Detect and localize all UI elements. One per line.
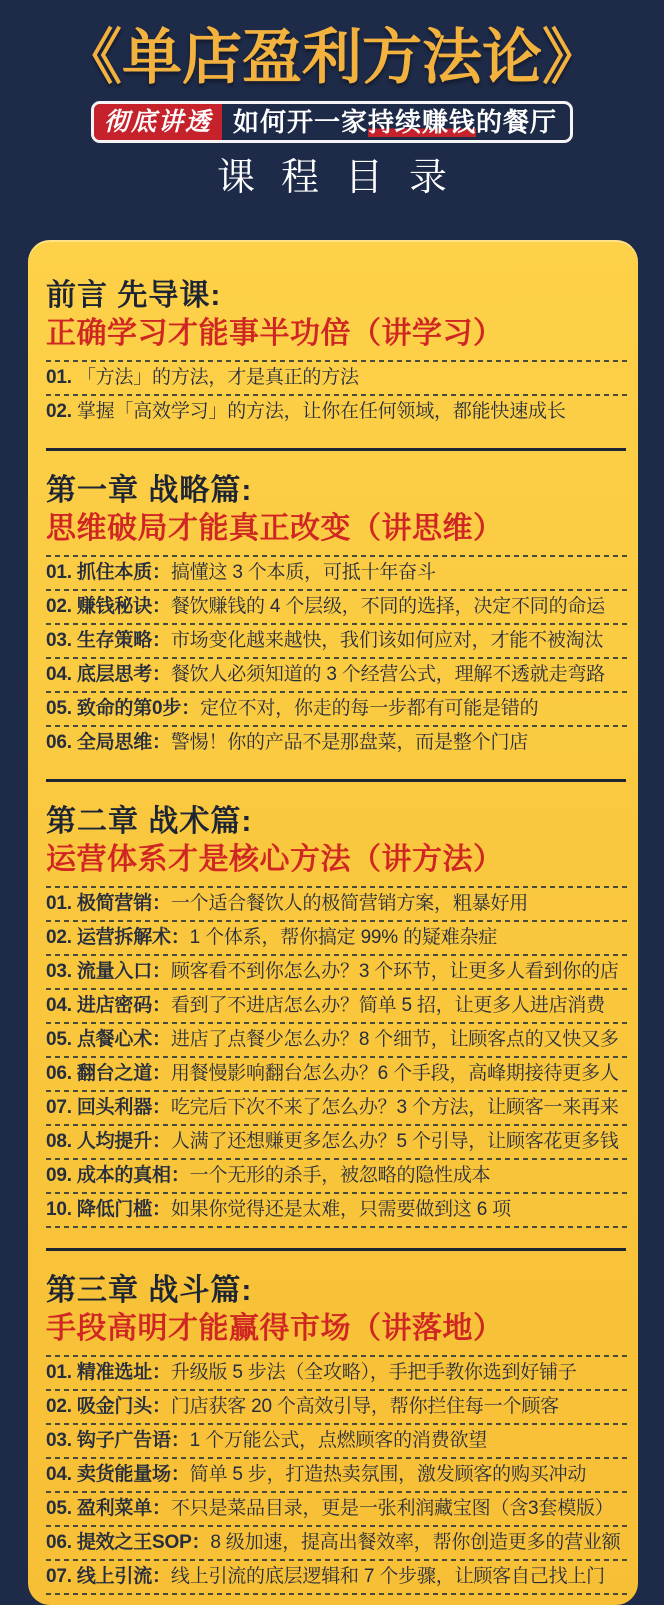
item-text: 餐饮赚钱的 4 个层级，不同的选择，决定不同的命运 <box>170 596 605 617</box>
item-text: 搞懂这 3 个本质，可抵十年奋斗 <box>170 562 436 583</box>
tagline-box <box>91 101 573 143</box>
item-title: 极简营销： <box>76 893 171 914</box>
course-item <box>46 1493 628 1525</box>
item-text: 一个适合餐饮人的极简营销方案，粗暴好用 <box>170 893 529 914</box>
course-item <box>46 625 628 657</box>
poster-header <box>0 0 664 200</box>
tagline-highlight: 持续赚钱 <box>368 106 477 137</box>
course-item <box>46 362 628 394</box>
section-subtitle: 思维破局才能真正改变（讲思维） <box>46 512 504 545</box>
item-number: 04. <box>46 995 72 1016</box>
item-number: 03. <box>46 961 72 982</box>
course-item <box>46 557 628 589</box>
item-number: 03. <box>46 1430 72 1451</box>
item-title: 致命的第0步： <box>76 698 200 719</box>
course-item <box>46 1092 628 1124</box>
item-title: 进店密码： <box>76 995 171 1016</box>
item-number: 05. <box>46 1498 72 1519</box>
course-item <box>46 396 628 428</box>
main-title: 《单店盈利方法论》 <box>62 24 602 91</box>
item-text: 用餐慢影响翻台怎么办？6 个手段，高峰期接待更多人 <box>170 1063 619 1084</box>
course-item <box>46 1357 628 1389</box>
item-number: 07. <box>46 1097 72 1118</box>
item-title: 点餐心术： <box>76 1029 171 1050</box>
item-number: 03. <box>46 630 72 651</box>
course-item <box>46 693 628 725</box>
sections <box>46 280 628 1595</box>
item-title: 抓住本质： <box>76 562 171 583</box>
course-item <box>46 727 628 759</box>
dashed-divider <box>46 1226 628 1228</box>
item-text: 线上引流的底层逻辑和 7 个步骤，让顾客自己找上门 <box>170 1566 605 1587</box>
item-title: 吸金门头： <box>76 1396 171 1417</box>
item-text: 市场变化越来越快，我们该如何应对，才能不被淘汰 <box>170 630 604 651</box>
item-number: 02. <box>46 596 72 617</box>
course-item <box>46 990 628 1022</box>
item-title: 回头利器： <box>76 1097 171 1118</box>
item-text: 「方法」的方法，才是真正的方法 <box>76 367 359 388</box>
item-text: 掌握「高效学习」的方法，让你在任何领域，都能快速成长 <box>76 401 566 422</box>
item-text: 一个无形的杀手，被忽略的隐性成本 <box>189 1165 491 1186</box>
item-text: 简单 5 步，打造热卖氛围，激发顾客的购买冲动 <box>189 1464 587 1485</box>
item-number: 04. <box>46 664 72 685</box>
item-text: 8 级加速，提高出餐效率，帮你创造更多的营业额 <box>210 1532 621 1553</box>
section-items <box>46 360 628 428</box>
item-number: 04. <box>46 1464 72 1485</box>
item-title: 人均提升： <box>76 1131 171 1152</box>
item-title: 提效之王SOP： <box>76 1532 211 1553</box>
course-item <box>46 1194 628 1226</box>
item-title: 盈利菜单： <box>76 1498 171 1519</box>
item-title: 钩子广告语： <box>76 1430 190 1451</box>
item-title: 精准选址： <box>76 1362 171 1383</box>
item-text: 1 个万能公式，点燃顾客的消费欲望 <box>189 1430 488 1451</box>
course-item <box>46 888 628 920</box>
section-subtitle: 正确学习才能事半功倍（讲学习） <box>46 317 504 350</box>
item-number: 06. <box>46 1063 72 1084</box>
item-text: 人满了还想赚更多怎么办？5 个引导，让顾客花更多钱 <box>170 1131 619 1152</box>
section-items <box>46 886 628 1228</box>
course-item <box>46 956 628 988</box>
section-subtitle: 运营体系才是核心方法（讲方法） <box>46 843 504 876</box>
tagline-suffix: 的餐厅 <box>476 106 558 137</box>
course-item <box>46 591 628 623</box>
course-item <box>46 1561 628 1593</box>
item-number: 06. <box>46 1532 72 1553</box>
item-title: 全局思维： <box>76 732 171 753</box>
item-title: 赚钱秘诀： <box>76 596 171 617</box>
item-text: 看到了不进店怎么办？简单 5 招，让更多人进店消费 <box>170 995 605 1016</box>
item-number: 05. <box>46 1029 72 1050</box>
item-text: 不只是菜品目录，更是一张利润藏宝图（含3套模版） <box>170 1498 614 1519</box>
item-text: 顾客看不到你怎么办？3 个环节，让更多人看到你的店 <box>170 961 619 982</box>
section-heading: 前言 先导课: <box>46 279 222 312</box>
item-text: 门店获客 20 个高效引导，帮你拦住每一个顾客 <box>170 1396 559 1417</box>
item-number: 02. <box>46 401 72 422</box>
tagline-badge: 彻底讲透 <box>94 104 222 140</box>
section-divider <box>46 779 626 782</box>
item-number: 08. <box>46 1131 72 1152</box>
item-number: 02. <box>46 1396 72 1417</box>
course-item <box>46 1024 628 1056</box>
section-divider <box>46 448 626 451</box>
course-item <box>46 1459 628 1491</box>
section-heading: 第二章 战术篇: <box>46 805 253 838</box>
item-number: 01. <box>46 367 72 388</box>
item-number: 05. <box>46 698 72 719</box>
course-item <box>46 1058 628 1090</box>
item-text: 如果你觉得还是太难，只需要做到这 6 项 <box>170 1199 511 1220</box>
item-text: 升级版 5 步法（全攻略），手把手教你选到好铺子 <box>170 1362 577 1383</box>
item-text: 定位不对，你走的每一步都有可能是错的 <box>200 698 539 719</box>
item-title: 降低门槛： <box>76 1199 171 1220</box>
item-number: 01. <box>46 893 72 914</box>
course-item <box>46 1126 628 1158</box>
item-title: 生存策略： <box>76 630 171 651</box>
section-heading: 第三章 战斗篇: <box>46 1274 253 1307</box>
item-text: 吃完后下次不来了怎么办？3 个方法，让顾客一来再来 <box>170 1097 619 1118</box>
item-number: 02. <box>46 927 72 948</box>
section-divider <box>46 1248 626 1251</box>
section-items <box>46 1355 628 1595</box>
tagline-prefix: 如何开一家 <box>232 106 368 137</box>
section <box>46 1275 628 1595</box>
course-item <box>46 1391 628 1423</box>
course-item <box>46 922 628 954</box>
section-items <box>46 555 628 759</box>
section-heading: 第一章 战略篇: <box>46 474 253 507</box>
item-title: 底层思考： <box>76 664 171 685</box>
content-card <box>28 240 638 1605</box>
item-title: 运营拆解术： <box>76 927 190 948</box>
item-number: 01. <box>46 1362 72 1383</box>
item-title: 翻台之道： <box>76 1063 171 1084</box>
section <box>46 280 628 428</box>
section-subtitle: 手段高明才能赢得市场（讲落地） <box>46 1312 504 1345</box>
item-number: 09. <box>46 1165 72 1186</box>
item-number: 07. <box>46 1566 72 1587</box>
item-title: 流量入口： <box>76 961 171 982</box>
item-number: 06. <box>46 732 72 753</box>
item-number: 01. <box>46 562 72 583</box>
course-item <box>46 1425 628 1457</box>
item-text: 1 个体系，帮你搞定 99% 的疑难杂症 <box>189 927 498 948</box>
section <box>46 806 628 1228</box>
item-number: 10. <box>46 1199 72 1220</box>
item-title: 线上引流： <box>76 1566 171 1587</box>
catalog-title: 课程目录 <box>216 156 473 199</box>
tagline-text <box>222 104 570 140</box>
item-text: 餐饮人必须知道的 3 个经营公式，理解不透就走弯路 <box>170 664 605 685</box>
item-text: 警惕！你的产品不是那盘菜，而是整个门店 <box>170 732 529 753</box>
section <box>46 475 628 759</box>
item-text: 进店了点餐少怎么办？8 个细节，让顾客点的又快又多 <box>170 1029 619 1050</box>
course-item <box>46 659 628 691</box>
dashed-divider <box>46 1593 628 1595</box>
item-title: 卖货能量场： <box>76 1464 190 1485</box>
course-item <box>46 1160 628 1192</box>
course-item <box>46 1527 628 1559</box>
item-title: 成本的真相： <box>76 1165 190 1186</box>
